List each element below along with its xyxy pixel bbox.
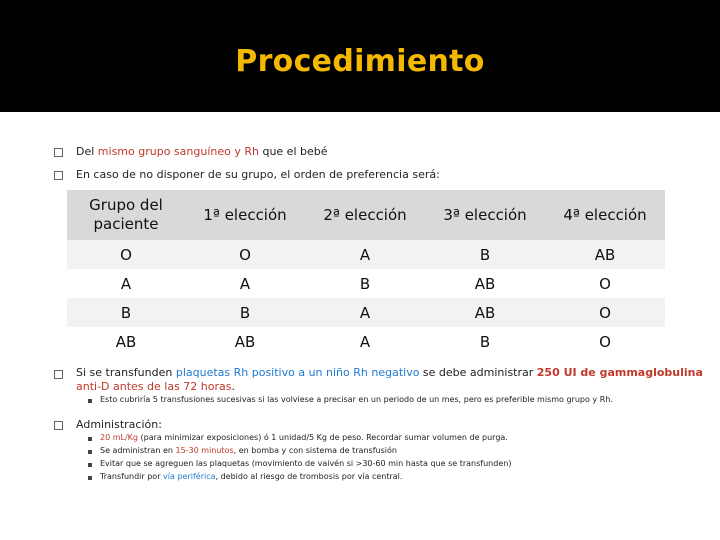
sub-bullet-icon: [88, 476, 92, 480]
bullet-1-post: que el bebé: [258, 145, 328, 158]
table-header-row: [67, 190, 665, 240]
sub-bullet-icon: [88, 399, 92, 403]
table-cell: A: [305, 298, 425, 327]
bullet-3-mid: se debe administrar: [419, 366, 537, 379]
bullet-1-pre: Del: [76, 145, 98, 158]
bullet-3-highlight-3: anti-D antes de las 72 horas: [76, 380, 232, 393]
table-cell: B: [425, 240, 545, 269]
bullet-box-icon: [54, 421, 63, 430]
table-cell: O: [545, 269, 665, 298]
header-cell: 2ª elección: [305, 190, 425, 240]
bullet-1: [76, 145, 328, 158]
bullet-3-highlight-1: plaquetas Rh positivo a un niño Rh negativo: [175, 366, 420, 379]
table-cell: B: [305, 269, 425, 298]
header-cell: 4ª elección: [545, 190, 665, 240]
table-cell: AB: [425, 269, 545, 298]
table-cell: B: [425, 327, 545, 356]
bullet-3-period: .: [231, 380, 235, 393]
sub-bullet-icon: [88, 463, 92, 467]
table-cell: A: [67, 269, 185, 298]
bullet-box-icon: [54, 370, 63, 379]
bullet-4-sub-2-pre: Se administran en: [100, 446, 176, 455]
header-cell: 1ª elección: [185, 190, 305, 240]
sub-bullet-icon: [88, 437, 92, 441]
table-cell: AB: [425, 298, 545, 327]
table-row: [67, 240, 665, 269]
bullet-3-line-2: [76, 380, 235, 393]
bullet-4-sub-4-pre: Transfundir por: [100, 472, 164, 481]
bullet-4-sub-2: [100, 446, 397, 455]
table-cell: O: [67, 240, 185, 269]
bullet-4-sub-2-post: , en bomba y con sistema de transfusión: [233, 446, 397, 455]
table-cell: AB: [67, 327, 185, 356]
blood-group-table: [67, 190, 665, 356]
table-cell: O: [185, 240, 305, 269]
table-cell: O: [545, 327, 665, 356]
bullet-box-icon: [54, 171, 63, 180]
bullet-4-sub-1: [100, 433, 508, 442]
bullet-1-highlight: mismo grupo sanguíneo y Rh: [97, 145, 259, 158]
bullet-4-sub-3: Evitar que se agreguen las plaquetas (movimiento de vaivén si >30-60 min hasta que se transfunden): [100, 459, 512, 468]
table-cell: B: [185, 298, 305, 327]
bullet-3-pre: Si se transfunden: [76, 366, 176, 379]
header-cell: [67, 190, 185, 240]
bullet-box-icon: [54, 148, 63, 157]
bullet-4-sub-1-text: (para minimizar exposiciones) ó 1 unidad/5 Kg de peso. Recordar sumar volumen de purga.: [138, 433, 508, 442]
bullet-3-highlight-2: 250 UI de gammaglobulina: [536, 366, 703, 379]
bullet-3-line-1: [76, 366, 703, 379]
bullet-4-sub-4: [100, 472, 402, 481]
table-cell: AB: [185, 327, 305, 356]
bullet-4-sub-4-highlight: vía periférica: [163, 472, 216, 481]
table-cell: A: [305, 240, 425, 269]
table-cell: A: [185, 269, 305, 298]
bullet-4-sub-4-post: , debido al riesgo de trombosis por vía central.: [215, 472, 403, 481]
bullet-4: Administración:: [76, 418, 162, 431]
table-cell: AB: [545, 240, 665, 269]
table-cell: B: [67, 298, 185, 327]
table-row: [67, 327, 665, 356]
table-cell: A: [305, 327, 425, 356]
header-cell-text: Grupo del paciente: [89, 196, 163, 233]
sub-bullet-icon: [88, 450, 92, 454]
table-row: [67, 298, 665, 327]
bullet-2: En caso de no disponer de su grupo, el orden de preferencia será:: [76, 168, 440, 181]
header-cell: 3ª elección: [425, 190, 545, 240]
bullet-4-sub-2-highlight: 15-30 minutos: [175, 446, 234, 455]
slide-title: Procedimiento: [235, 44, 485, 79]
table-row: [67, 269, 665, 298]
bullet-4-sub-1-highlight: 20 mL/Kg: [100, 433, 138, 442]
bullet-3-sub-1: Esto cubriría 5 transfusiones sucesivas si las volviese a precisar en un periodo de un mes, pero es preferible mismo grupo y Rh.: [100, 395, 613, 404]
table-cell: O: [545, 298, 665, 327]
